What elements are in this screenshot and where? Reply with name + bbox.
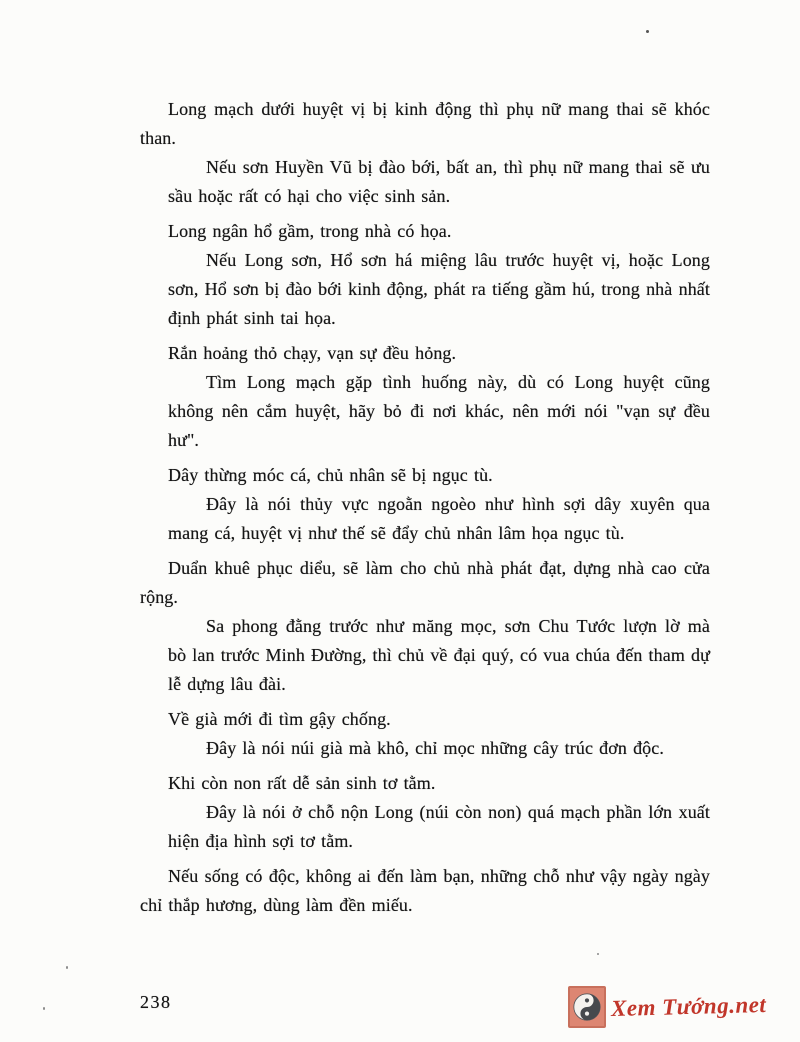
scan-speck — [646, 30, 649, 33]
scan-speck — [597, 953, 599, 955]
explanation-paragraph: Tìm Long mạch gặp tình huống này, dù có Long huyệt cũng không nên cắm huyệt, hãy bỏ đi nơi khác, nên mới nói "vạn sự đều hư". — [168, 372, 710, 450]
page-body — [140, 95, 710, 920]
aphorism-paragraph: Dây thừng móc cá, chủ nhân sẽ bị ngục tù. — [168, 465, 493, 485]
scan-speck — [43, 1007, 45, 1010]
watermark-text: Xem Tướng.net — [610, 991, 767, 1022]
aphorism-paragraph: Duẩn khuê phục diểu, sẽ làm cho chủ nhà phát đạt, dựng nhà cao cửa rộng. — [140, 558, 710, 607]
scan-speck — [66, 966, 68, 969]
page-number: 238 — [140, 992, 172, 1012]
explanation-paragraph: Nếu Long sơn, Hổ sơn há miệng lâu trước huyệt vị, hoặc Long sơn, Hổ sơn bị đào bới kinh động, phát ra tiếng gầm hú, trong nhà nhất định phát sinh tai họa. — [168, 250, 710, 328]
aphorism-paragraph: Khi còn non rất dễ sản sinh tơ tằm. — [168, 773, 436, 793]
aphorism-paragraph: Nếu sống có độc, không ai đến làm bạn, những chỗ như vậy ngày ngày chỉ thắp hương, dùng làm đền miếu. — [140, 866, 710, 915]
watermark — [568, 986, 766, 1028]
explanation-paragraph: Đây là nói thủy vực ngoằn ngoèo như hình sợi dây xuyên qua mang cá, huyệt vị như thế sẽ đẩy chủ nhân lâm họa ngục tù. — [168, 494, 710, 543]
explanation-paragraph: Đây là nói ở chỗ nộn Long (núi còn non) quá mạch phần lớn xuất hiện địa hình sợi tơ tằm. — [168, 802, 710, 851]
explanation-paragraph: Nếu sơn Huyền Vũ bị đào bới, bất an, thì phụ nữ mang thai sẽ ưu sầu hoặc rất có hại cho việc sinh sản. — [168, 157, 710, 206]
yin-yang-icon — [568, 986, 606, 1028]
aphorism-paragraph: Rắn hoảng thỏ chạy, vạn sự đều hỏng. — [168, 343, 457, 363]
aphorism-paragraph: Về già mới đi tìm gậy chống. — [168, 709, 391, 729]
aphorism-paragraph: Long ngân hổ gầm, trong nhà có họa. — [168, 221, 452, 241]
explanation-paragraph: Sa phong đằng trước như măng mọc, sơn Chu Tước lượn lờ mà bò lan trước Minh Đường, thì chủ về đại quý, có vua chúa đến tham dự lễ dựng lâu đài. — [168, 616, 710, 694]
explanation-paragraph: Đây là nói núi già mà khô, chỉ mọc những cây trúc đơn độc. — [206, 738, 664, 758]
aphorism-paragraph: Long mạch dưới huyệt vị bị kinh động thì phụ nữ mang thai sẽ khóc than. — [140, 99, 710, 148]
